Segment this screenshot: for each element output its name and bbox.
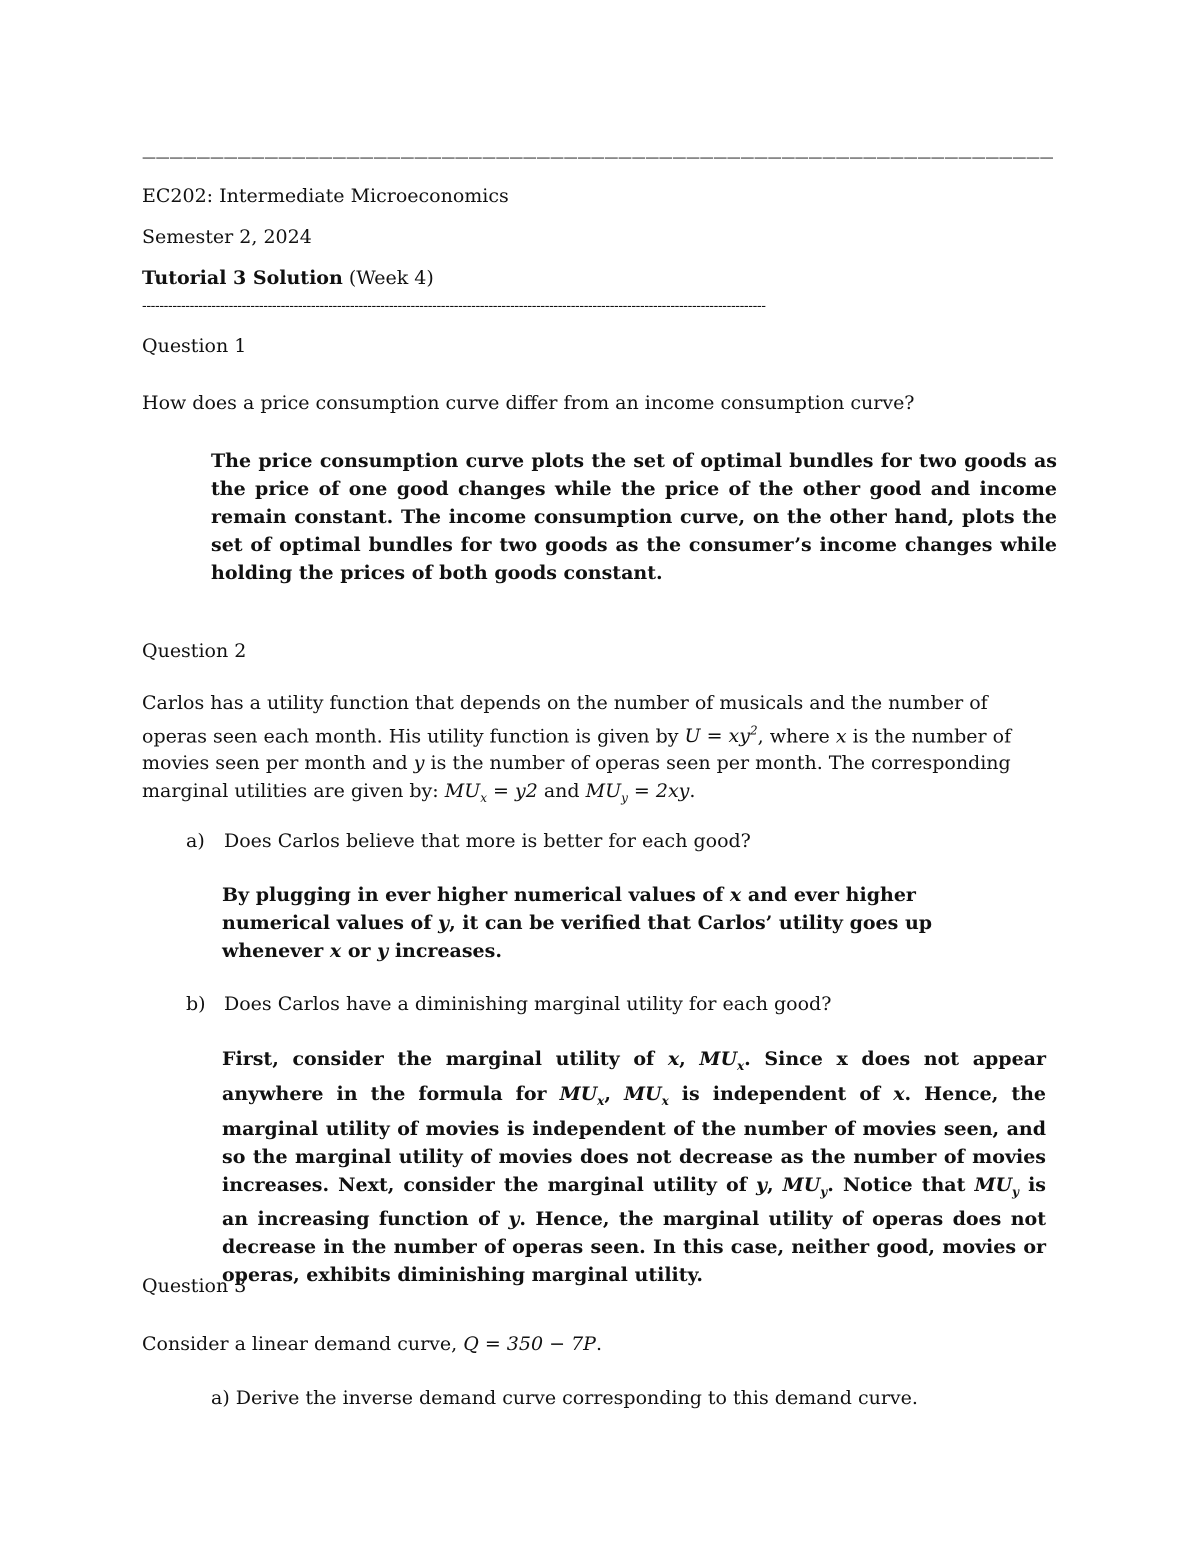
a-ans-y: y [438, 912, 450, 934]
question-1-answer: The price consumption curve plots the set of optimal bundles for two goods as the price of one good changes while the price of the other good and income remain constant. The income consumption curve, on the other hand, plots the set of optimal bundles for two goods as the consumer’s income changes while holding the prices of both goods constant. [211, 450, 1057, 584]
b-mux-sub: x [737, 1058, 745, 1073]
mux-label: MU [444, 779, 481, 802]
b-ans-2: , [679, 1048, 700, 1070]
b-mux-label: MU [699, 1048, 738, 1070]
b-ans-x: x [667, 1048, 680, 1070]
a-ans-2: and ever higher numerical values of [222, 884, 916, 934]
question-2-heading: Question 2 [142, 640, 247, 662]
question-2-intro [142, 690, 1054, 812]
muy-sub: y [621, 790, 628, 805]
q3-intro-text: Consider a linear demand curve, [142, 1333, 464, 1355]
var-y: y [413, 752, 425, 775]
b-ans-comma: , [766, 1173, 783, 1196]
b-ans-8: is an increasing function of [222, 1173, 1047, 1231]
utility-formula-text: U = xy [684, 724, 750, 747]
question-3-intro [142, 1332, 602, 1356]
b-ans-5: is independent of [668, 1082, 894, 1105]
q3-period: . [595, 1333, 602, 1355]
b-muy-sub: y [820, 1184, 828, 1199]
b-mux-label3: MU [623, 1082, 662, 1105]
part-b-label: b) [186, 993, 206, 1015]
b-mux-sub2: x [597, 1093, 605, 1108]
semester-label: Semester 2, 2024 [142, 226, 312, 248]
intro-part-4: is the number of operas seen per month. The corresponding marginal utilities are given by: [142, 752, 1011, 802]
part-a-answer [222, 881, 1012, 965]
b-mux-label2: MU [559, 1082, 598, 1105]
course-title: EC202: Intermediate Microeconomics [142, 185, 509, 207]
b-ans-y2: y [508, 1208, 520, 1231]
b-ans-7: . Notice that [827, 1173, 975, 1196]
header-rule-bottom: ------------------------------------------------------------------------------------------------------------------------------------------------ [142, 298, 766, 314]
header-rule-top: ——————————————————————————————————————————————————————————————————— [142, 150, 1054, 166]
mux-value: = y2 [486, 779, 538, 802]
part-a-label: a) [186, 830, 205, 852]
muy-expression [585, 779, 690, 805]
b-muy-sub2: y [1012, 1184, 1020, 1199]
b-ans-mux2 [559, 1082, 605, 1108]
muy-value: = 2xy [627, 779, 690, 802]
tutorial-title [142, 266, 434, 290]
part-b-text: Does Carlos have a diminishing marginal utility for each good? [224, 993, 832, 1015]
question-3-part-a: a) Derive the inverse demand curve corresponding to this demand curve. [211, 1387, 918, 1409]
b-ans-9: . Hence, the marginal utility of operas does not decrease in the number of operas seen. In this case, neither good, movies or operas, exhibits diminishing marginal utility. [222, 1208, 1046, 1287]
b-ans-1: First, consider the marginal utility of [222, 1048, 668, 1070]
question-1-text: How does a price consumption curve differ from an income consumption curve? [142, 392, 915, 414]
part-b-question [186, 992, 831, 1016]
var-x: x [835, 724, 847, 747]
b-ans-mux [699, 1048, 745, 1073]
b-ans-y: y [755, 1173, 767, 1196]
intro-part-3: is the number of movies seen per month and [142, 724, 1012, 775]
tutorial-week: (Week 4) [348, 267, 434, 289]
b-ans-x2: x [893, 1082, 905, 1105]
b-muy-label: MU [782, 1173, 821, 1196]
part-b-answer [222, 1045, 1046, 1289]
b-ans-muy2 [974, 1173, 1020, 1199]
a-ans-x2: x [329, 940, 342, 962]
mux-expression [444, 779, 538, 805]
and-word: and [537, 779, 586, 802]
b-mux-sub3: x [661, 1093, 669, 1108]
b-ans-6: . Hence, the marginal utility of movies is independent of the number of movies seen, and so the marginal utility of movies does not decrease as the number of movies increases. Next, consider the marginal utility of [222, 1082, 1047, 1196]
a-ans-1: By plugging in ever higher numerical values of [222, 884, 730, 906]
intro-part-1: Carlos has a utility function that depends on the number of musicals and the number of operas seen each month. His utility function is given by [142, 692, 988, 747]
a-ans-y2: y [377, 940, 389, 962]
b-ans-3: . Since x does not appear anywhere in the formula for [222, 1048, 1046, 1105]
b-muy-label2: MU [974, 1173, 1013, 1196]
question-1-heading: Question 1 [142, 335, 247, 357]
a-ans-x: x [729, 884, 742, 906]
a-ans-4: or [341, 940, 378, 962]
demand-formula: Q = 350 − 7P [463, 1333, 596, 1355]
tutorial-title-bold: Tutorial 3 Solution [142, 267, 343, 289]
b-ans-muy [782, 1173, 828, 1199]
utility-formula [685, 725, 758, 747]
intro-part-2: , where [757, 724, 836, 747]
intro-period: . [689, 779, 696, 802]
b-ans-4: , [604, 1082, 624, 1105]
a-ans-3: , it can be verified that Carlos’ utility goes up whenever [222, 912, 933, 962]
part-a-question [186, 829, 751, 853]
mux-sub: x [480, 790, 487, 805]
question-3-heading: Question 3 [142, 1275, 247, 1297]
part-a-text: Does Carlos believe that more is better for each good? [224, 830, 751, 852]
b-ans-mux3 [623, 1082, 669, 1108]
a-ans-5: increases. [388, 940, 502, 962]
utility-exponent: 2 [749, 723, 758, 738]
muy-label: MU [585, 779, 622, 802]
